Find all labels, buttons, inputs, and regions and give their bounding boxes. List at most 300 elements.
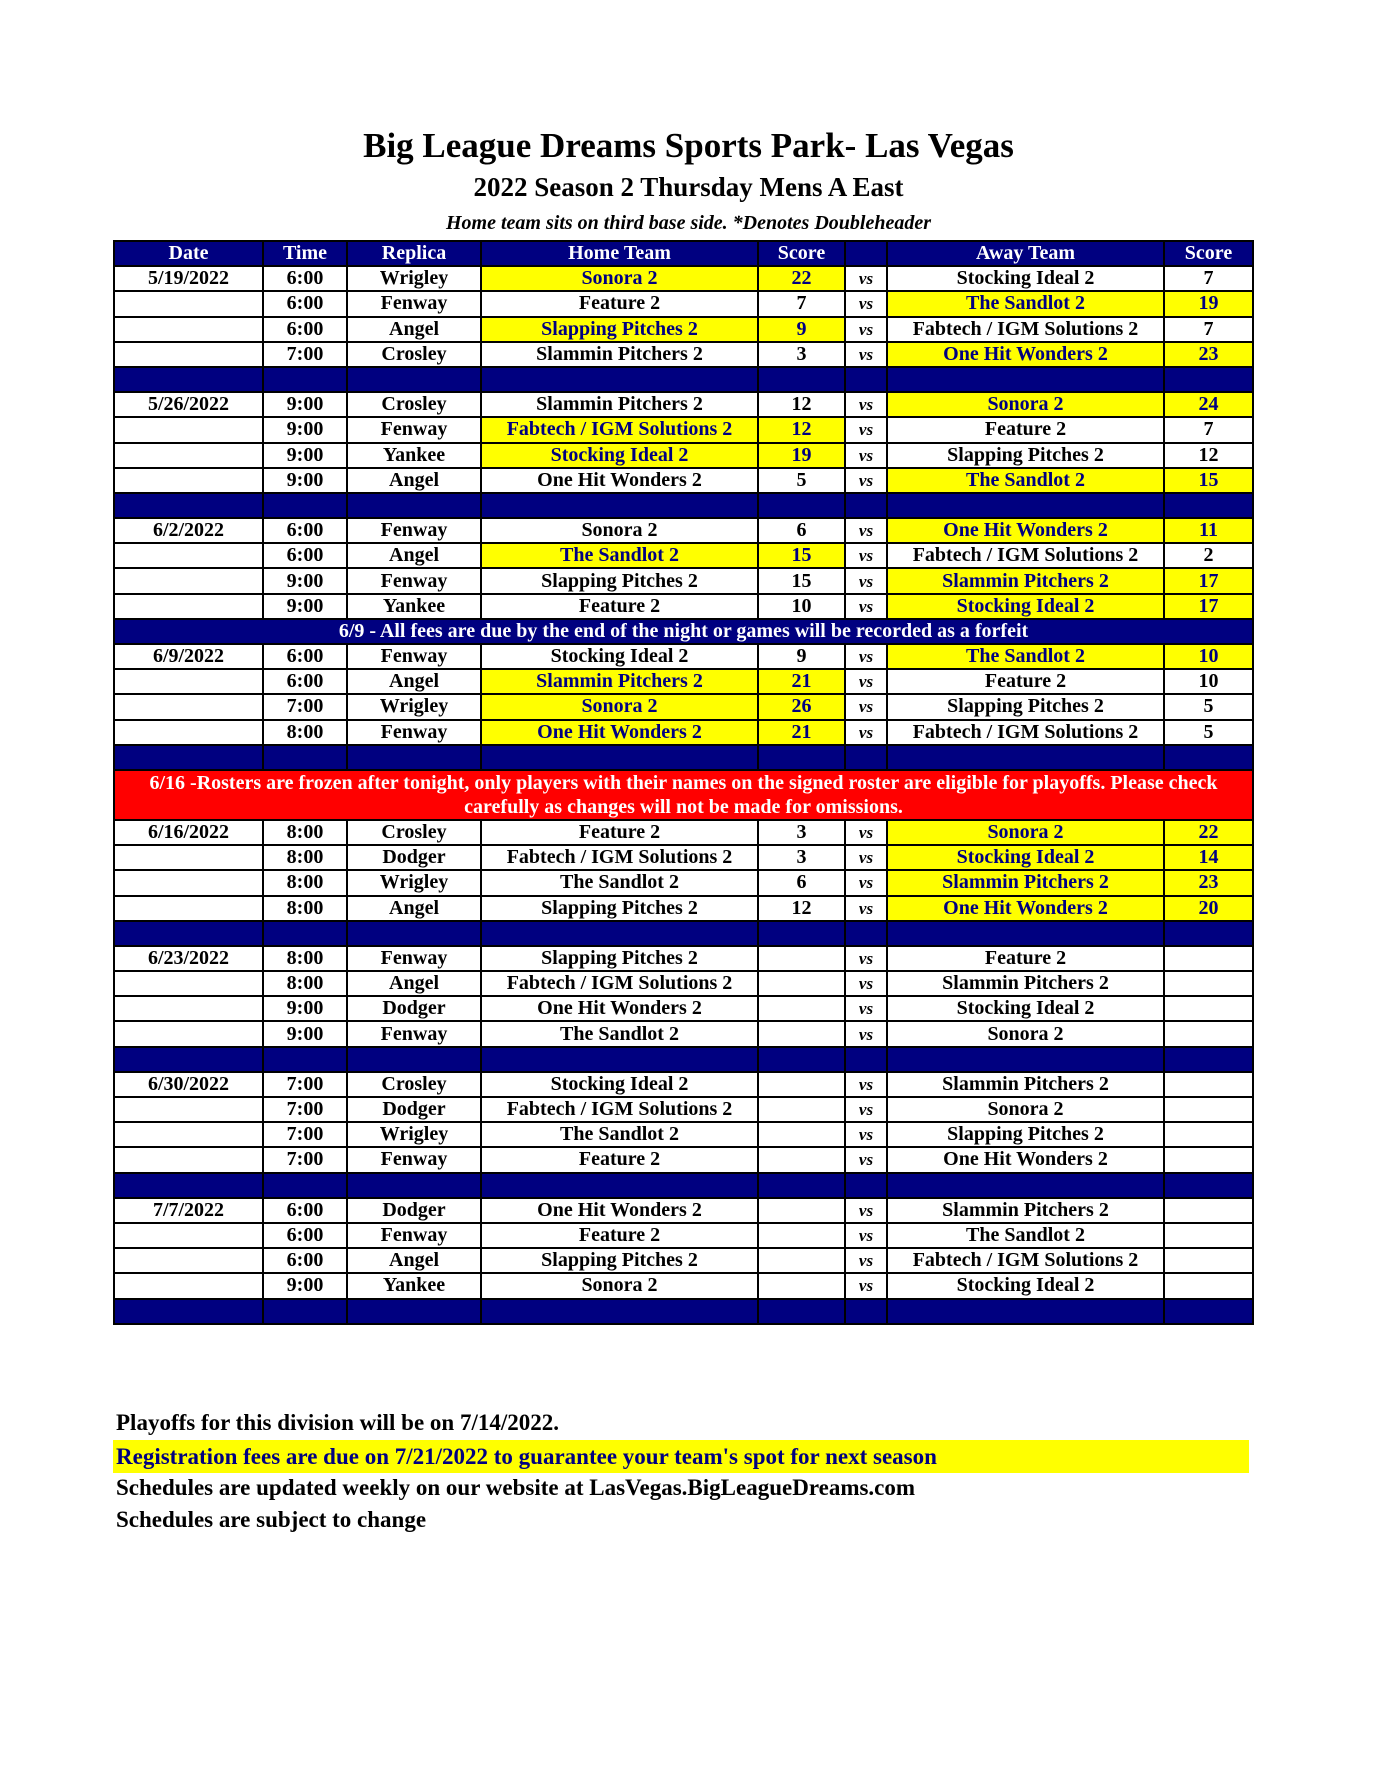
home-team: Sonora 2	[481, 518, 758, 543]
game-field: Fenway	[347, 644, 481, 669]
away-team: The Sandlot 2	[887, 1223, 1164, 1248]
game-field: Dodger	[347, 996, 481, 1021]
away-team: Slammin Pitchers 2	[887, 971, 1164, 996]
away-score: 23	[1164, 870, 1253, 895]
game-date: 6/30/2022	[114, 1072, 263, 1097]
game-time: 6:00	[263, 644, 347, 669]
home-score: 6	[758, 870, 845, 895]
home-team: One Hit Wonders 2	[481, 468, 758, 493]
game-time: 9:00	[263, 392, 347, 417]
separator-cell	[887, 921, 1164, 946]
page-title: Big League Dreams Sports Park- Las Vegas	[363, 126, 1014, 165]
game-date	[114, 669, 263, 694]
game-field: Fenway	[347, 518, 481, 543]
home-score: 12	[758, 417, 845, 442]
game-date	[114, 1097, 263, 1122]
week-separator-row	[114, 1047, 1253, 1072]
away-team: The Sandlot 2	[887, 291, 1164, 316]
game-field: Fenway	[347, 720, 481, 745]
game-row	[114, 1198, 1253, 1223]
separator-cell	[887, 745, 1164, 770]
separator-cell	[1164, 493, 1253, 518]
away-team: Stocking Ideal 2	[887, 1273, 1164, 1298]
home-score	[758, 1273, 845, 1298]
home-team: Slammin Pitchers 2	[481, 392, 758, 417]
separator-cell	[1164, 1299, 1253, 1324]
game-row	[114, 644, 1253, 669]
separator-cell	[347, 1173, 481, 1198]
home-team: Feature 2	[481, 594, 758, 619]
separator-cell	[845, 921, 887, 946]
game-time: 8:00	[263, 870, 347, 895]
separator-cell	[758, 1173, 845, 1198]
game-field: Yankee	[347, 443, 481, 468]
away-score: 11	[1164, 518, 1253, 543]
vs-label: vs	[845, 392, 887, 417]
vs-label: vs	[845, 417, 887, 442]
game-date	[114, 896, 263, 921]
away-score: 20	[1164, 896, 1253, 921]
subject-to-change-note: Schedules are subject to change	[116, 1507, 427, 1532]
game-date: 6/9/2022	[114, 644, 263, 669]
vs-label: vs	[845, 1097, 887, 1122]
game-field: Crosley	[347, 820, 481, 845]
separator-cell	[481, 493, 758, 518]
home-score	[758, 1072, 845, 1097]
game-date: 6/16/2022	[114, 820, 263, 845]
vs-label: vs	[845, 720, 887, 745]
game-date	[114, 720, 263, 745]
away-team: Sonora 2	[887, 1021, 1164, 1046]
game-time: 8:00	[263, 946, 347, 971]
game-date	[114, 443, 263, 468]
col-header-away-score: Score	[1164, 241, 1253, 266]
game-row	[114, 518, 1253, 543]
game-time: 8:00	[263, 896, 347, 921]
game-row	[114, 342, 1253, 367]
separator-cell	[263, 493, 347, 518]
game-date	[114, 1147, 263, 1172]
vs-label: vs	[845, 468, 887, 493]
game-row	[114, 568, 1253, 593]
separator-cell	[114, 367, 263, 392]
separator-cell	[758, 367, 845, 392]
schedule-body	[114, 266, 1253, 1324]
game-time: 9:00	[263, 568, 347, 593]
home-team: Feature 2	[481, 291, 758, 316]
separator-cell	[845, 1047, 887, 1072]
vs-label: vs	[845, 971, 887, 996]
vs-label: vs	[845, 1021, 887, 1046]
game-date	[114, 291, 263, 316]
game-date	[114, 468, 263, 493]
away-team: Slapping Pitches 2	[887, 694, 1164, 719]
home-score	[758, 1223, 845, 1248]
game-row	[114, 669, 1253, 694]
roster-freeze-alert-row	[114, 770, 1253, 820]
away-team: Slammin Pitchers 2	[887, 568, 1164, 593]
away-score: 15	[1164, 468, 1253, 493]
home-score	[758, 1021, 845, 1046]
game-date	[114, 317, 263, 342]
game-date: 7/7/2022	[114, 1198, 263, 1223]
home-score	[758, 996, 845, 1021]
away-score: 19	[1164, 291, 1253, 316]
game-date: 6/23/2022	[114, 946, 263, 971]
game-time: 9:00	[263, 417, 347, 442]
away-score	[1164, 1147, 1253, 1172]
vs-label: vs	[845, 518, 887, 543]
game-date	[114, 543, 263, 568]
game-row	[114, 468, 1253, 493]
home-score	[758, 971, 845, 996]
home-score	[758, 946, 845, 971]
game-row	[114, 720, 1253, 745]
away-team: Slapping Pitches 2	[887, 443, 1164, 468]
col-header-home-team: Home Team	[481, 241, 758, 266]
game-row	[114, 1273, 1253, 1298]
home-team: One Hit Wonders 2	[481, 996, 758, 1021]
game-row	[114, 820, 1253, 845]
game-time: 6:00	[263, 1248, 347, 1273]
vs-label: vs	[845, 870, 887, 895]
vs-label: vs	[845, 342, 887, 367]
home-score	[758, 1198, 845, 1223]
game-row	[114, 1072, 1253, 1097]
separator-cell	[114, 1047, 263, 1072]
away-team: Feature 2	[887, 946, 1164, 971]
separator-cell	[347, 921, 481, 946]
game-time: 7:00	[263, 1147, 347, 1172]
game-row	[114, 266, 1253, 291]
game-row	[114, 1097, 1253, 1122]
game-field: Angel	[347, 468, 481, 493]
away-team: One Hit Wonders 2	[887, 518, 1164, 543]
game-time: 8:00	[263, 971, 347, 996]
separator-cell	[263, 1173, 347, 1198]
game-row	[114, 1248, 1253, 1273]
game-row	[114, 1122, 1253, 1147]
game-time: 8:00	[263, 720, 347, 745]
home-team-note: Home team sits on third base side. *Denotes Doubleheader	[446, 212, 931, 234]
home-team: Fabtech / IGM Solutions 2	[481, 971, 758, 996]
game-field: Crosley	[347, 392, 481, 417]
game-field: Dodger	[347, 1198, 481, 1223]
separator-cell	[114, 1173, 263, 1198]
away-team: Fabtech / IGM Solutions 2	[887, 543, 1164, 568]
away-score	[1164, 1122, 1253, 1147]
away-team: Fabtech / IGM Solutions 2	[887, 317, 1164, 342]
game-row	[114, 317, 1253, 342]
game-time: 9:00	[263, 996, 347, 1021]
away-score	[1164, 946, 1253, 971]
game-row	[114, 971, 1253, 996]
separator-cell	[887, 1173, 1164, 1198]
game-time: 9:00	[263, 1021, 347, 1046]
vs-label: vs	[845, 669, 887, 694]
home-team: Slammin Pitchers 2	[481, 342, 758, 367]
away-score: 2	[1164, 543, 1253, 568]
away-score: 23	[1164, 342, 1253, 367]
separator-cell	[481, 1047, 758, 1072]
away-team: Stocking Ideal 2	[887, 845, 1164, 870]
vs-label: vs	[845, 1198, 887, 1223]
away-team: Sonora 2	[887, 820, 1164, 845]
game-field: Fenway	[347, 417, 481, 442]
game-field: Fenway	[347, 1147, 481, 1172]
game-field: Crosley	[347, 1072, 481, 1097]
game-time: 6:00	[263, 317, 347, 342]
game-row	[114, 1223, 1253, 1248]
home-team: Feature 2	[481, 1147, 758, 1172]
home-score	[758, 1097, 845, 1122]
vs-label: vs	[845, 317, 887, 342]
week-separator-row	[114, 921, 1253, 946]
home-score: 6	[758, 518, 845, 543]
away-team: Slapping Pitches 2	[887, 1122, 1164, 1147]
away-score: 5	[1164, 720, 1253, 745]
game-time: 9:00	[263, 1273, 347, 1298]
away-score: 7	[1164, 266, 1253, 291]
separator-cell	[347, 1299, 481, 1324]
fee-notice: 6/9 - All fees are due by the end of the night or games will be recorded as a forfeit	[114, 619, 1253, 644]
game-row	[114, 946, 1253, 971]
away-team: Sonora 2	[887, 392, 1164, 417]
game-time: 7:00	[263, 694, 347, 719]
separator-cell	[845, 1173, 887, 1198]
home-score: 15	[758, 568, 845, 593]
vs-label: vs	[845, 594, 887, 619]
game-date	[114, 845, 263, 870]
home-score: 7	[758, 291, 845, 316]
away-score: 14	[1164, 845, 1253, 870]
game-date	[114, 694, 263, 719]
registration-note: Registration fees are due on 7/21/2022 to guarantee your team's spot for next season	[113, 1440, 1249, 1473]
vs-label: vs	[845, 568, 887, 593]
game-row	[114, 694, 1253, 719]
separator-cell	[481, 921, 758, 946]
away-team: The Sandlot 2	[887, 468, 1164, 493]
game-field: Fenway	[347, 568, 481, 593]
game-date	[114, 568, 263, 593]
away-score: 5	[1164, 694, 1253, 719]
game-row	[114, 392, 1253, 417]
away-team: Feature 2	[887, 669, 1164, 694]
separator-cell	[114, 1299, 263, 1324]
home-score: 9	[758, 644, 845, 669]
away-score: 12	[1164, 443, 1253, 468]
game-row	[114, 594, 1253, 619]
game-time: 7:00	[263, 342, 347, 367]
game-date	[114, 870, 263, 895]
separator-cell	[887, 367, 1164, 392]
separator-cell	[845, 367, 887, 392]
game-date	[114, 1248, 263, 1273]
separator-cell	[347, 1047, 481, 1072]
game-row	[114, 443, 1253, 468]
separator-cell	[347, 367, 481, 392]
away-score	[1164, 1273, 1253, 1298]
game-time: 8:00	[263, 820, 347, 845]
game-row	[114, 896, 1253, 921]
separator-cell	[758, 1047, 845, 1072]
separator-cell	[114, 921, 263, 946]
home-team: The Sandlot 2	[481, 1122, 758, 1147]
away-score	[1164, 1072, 1253, 1097]
away-team: Stocking Ideal 2	[887, 594, 1164, 619]
away-score	[1164, 971, 1253, 996]
home-team: Feature 2	[481, 1223, 758, 1248]
separator-cell	[1164, 745, 1253, 770]
vs-label: vs	[845, 1273, 887, 1298]
home-team: Fabtech / IGM Solutions 2	[481, 845, 758, 870]
home-team: Slapping Pitches 2	[481, 896, 758, 921]
away-team: Fabtech / IGM Solutions 2	[887, 1248, 1164, 1273]
game-date	[114, 1122, 263, 1147]
game-date: 5/19/2022	[114, 266, 263, 291]
game-row	[114, 417, 1253, 442]
home-team: Fabtech / IGM Solutions 2	[481, 1097, 758, 1122]
col-header-vs	[845, 241, 887, 266]
game-field: Yankee	[347, 594, 481, 619]
week-separator-row	[114, 367, 1253, 392]
separator-cell	[481, 1299, 758, 1324]
separator-cell	[845, 493, 887, 518]
week-separator-row	[114, 493, 1253, 518]
away-team: The Sandlot 2	[887, 644, 1164, 669]
away-score: 10	[1164, 669, 1253, 694]
home-team: The Sandlot 2	[481, 1021, 758, 1046]
game-field: Wrigley	[347, 870, 481, 895]
separator-cell	[263, 921, 347, 946]
week-separator-row	[114, 745, 1253, 770]
separator-cell	[347, 745, 481, 770]
game-time: 7:00	[263, 1097, 347, 1122]
game-date	[114, 594, 263, 619]
game-row	[114, 870, 1253, 895]
game-field: Crosley	[347, 342, 481, 367]
home-score: 15	[758, 543, 845, 568]
home-score: 3	[758, 342, 845, 367]
game-row	[114, 996, 1253, 1021]
home-score: 5	[758, 468, 845, 493]
away-team: Stocking Ideal 2	[887, 996, 1164, 1021]
game-field: Yankee	[347, 1273, 481, 1298]
separator-cell	[845, 745, 887, 770]
week-separator-row	[114, 1299, 1253, 1324]
vs-label: vs	[845, 1223, 887, 1248]
game-field: Angel	[347, 543, 481, 568]
game-time: 9:00	[263, 443, 347, 468]
game-field: Fenway	[347, 1223, 481, 1248]
vs-label: vs	[845, 644, 887, 669]
fee-notice-row	[114, 619, 1253, 644]
home-score	[758, 1122, 845, 1147]
away-team: Stocking Ideal 2	[887, 266, 1164, 291]
separator-cell	[845, 1299, 887, 1324]
away-score	[1164, 1097, 1253, 1122]
vs-label: vs	[845, 996, 887, 1021]
website-note: Schedules are updated weekly on our website at LasVegas.BigLeagueDreams.com	[116, 1475, 916, 1500]
game-date: 6/2/2022	[114, 518, 263, 543]
schedule-table	[113, 240, 1254, 1325]
home-team: The Sandlot 2	[481, 543, 758, 568]
separator-cell	[1164, 921, 1253, 946]
separator-cell	[758, 493, 845, 518]
game-field: Fenway	[347, 291, 481, 316]
away-score: 17	[1164, 594, 1253, 619]
game-time: 9:00	[263, 594, 347, 619]
separator-cell	[114, 493, 263, 518]
game-time: 6:00	[263, 1223, 347, 1248]
separator-cell	[263, 1299, 347, 1324]
separator-cell	[887, 1047, 1164, 1072]
game-date	[114, 342, 263, 367]
game-date: 5/26/2022	[114, 392, 263, 417]
home-team: Sonora 2	[481, 266, 758, 291]
page-subtitle: 2022 Season 2 Thursday Mens A East	[473, 172, 904, 202]
col-header-away-team: Away Team	[887, 241, 1164, 266]
playoffs-note: Playoffs for this division will be on 7/14/2022.	[116, 1410, 560, 1435]
separator-cell	[887, 1299, 1164, 1324]
vs-label: vs	[845, 266, 887, 291]
col-header-date: Date	[114, 241, 263, 266]
game-time: 9:00	[263, 468, 347, 493]
week-separator-row	[114, 1173, 1253, 1198]
home-score: 19	[758, 443, 845, 468]
home-score: 21	[758, 669, 845, 694]
vs-label: vs	[845, 946, 887, 971]
game-field: Fenway	[347, 1021, 481, 1046]
away-score: 7	[1164, 317, 1253, 342]
separator-cell	[114, 745, 263, 770]
vs-label: vs	[845, 543, 887, 568]
home-score: 12	[758, 896, 845, 921]
game-row	[114, 845, 1253, 870]
game-date	[114, 1021, 263, 1046]
away-team: Slammin Pitchers 2	[887, 1072, 1164, 1097]
vs-label: vs	[845, 1122, 887, 1147]
game-time: 6:00	[263, 518, 347, 543]
home-team: Slapping Pitches 2	[481, 1248, 758, 1273]
game-field: Wrigley	[347, 1122, 481, 1147]
game-time: 8:00	[263, 845, 347, 870]
game-time: 7:00	[263, 1122, 347, 1147]
game-row	[114, 291, 1253, 316]
home-score: 26	[758, 694, 845, 719]
away-score	[1164, 1223, 1253, 1248]
separator-cell	[263, 367, 347, 392]
home-score: 12	[758, 392, 845, 417]
game-field: Dodger	[347, 1097, 481, 1122]
game-field: Fenway	[347, 946, 481, 971]
game-field: Angel	[347, 1248, 481, 1273]
home-team: Slapping Pitches 2	[481, 317, 758, 342]
separator-cell	[1164, 1173, 1253, 1198]
roster-freeze-alert: 6/16 -Rosters are frozen after tonight, only players with their names on the signed roster are eligible for playoffs. Please check carefully as changes will not be made for omissions.	[114, 770, 1253, 820]
game-time: 6:00	[263, 669, 347, 694]
game-field: Wrigley	[347, 694, 481, 719]
game-row	[114, 1147, 1253, 1172]
away-score: 24	[1164, 392, 1253, 417]
vs-label: vs	[845, 443, 887, 468]
game-time: 7:00	[263, 1072, 347, 1097]
game-field: Wrigley	[347, 266, 481, 291]
vs-label: vs	[845, 1147, 887, 1172]
home-team: One Hit Wonders 2	[481, 1198, 758, 1223]
home-team: Stocking Ideal 2	[481, 1072, 758, 1097]
vs-label: vs	[845, 896, 887, 921]
